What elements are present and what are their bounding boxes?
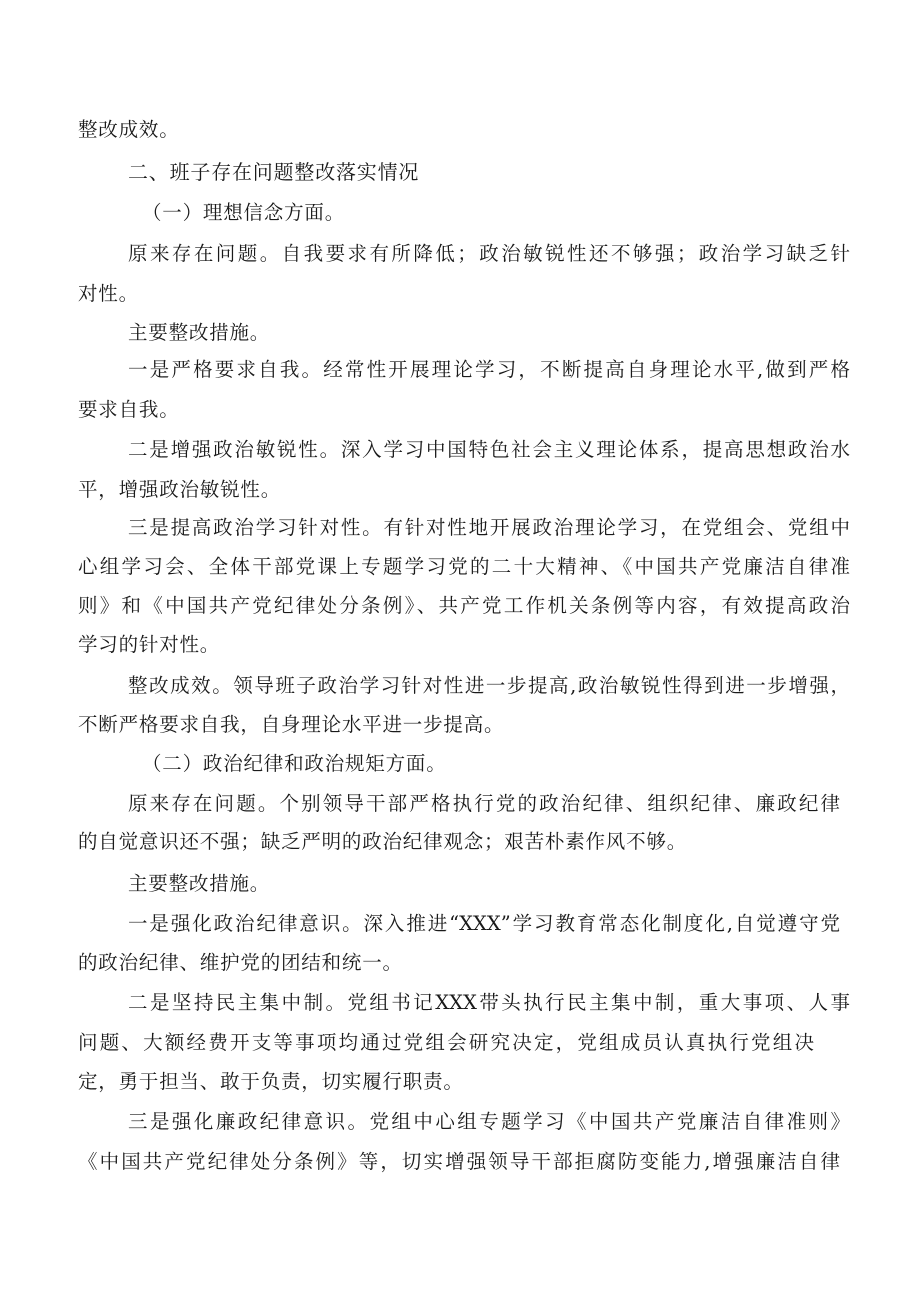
paragraph-line: 原来存在问题。个别领导干部严格执行党的政治纪律、组织纪律、廉政纪律 xyxy=(128,792,840,815)
paragraph-line: 学习的针对性。 xyxy=(78,633,221,656)
section-heading: 二、班子存在问题整改落实情况 xyxy=(128,160,420,184)
paragraph-line: 二是增强政治敏锐性。深入学习中国特色社会主义理论体系，提高思想政治水 xyxy=(128,438,850,461)
paragraph-line: 平，增强政治敏锐性。 xyxy=(78,478,282,501)
paragraph-line: 问题、大额经费开支等事项均通过党组会研究决定，党组成员认真执行党组决 xyxy=(78,1031,814,1054)
paragraph-line: 三是提高政治学习针对性。有针对性地开展政治理论学习，在党组会、党组中 xyxy=(128,516,850,539)
paragraph-line: 不断严格要求自我，自身理论水平进一步提高。 xyxy=(78,713,505,736)
paragraph-line: 整改成效。 xyxy=(78,118,180,141)
paragraph-line: 整改成效。领导班子政治学习针对性进一步提高,政治敏锐性得到进一步增强， xyxy=(128,674,850,697)
subsection-heading: （一）理想信念方面。 xyxy=(142,201,346,224)
paragraph-line: 原来存在问题。自我要求有所降低；政治敏锐性还不够强；政治学习缺乏针 xyxy=(128,242,850,265)
paragraph-line: 要求自我。 xyxy=(78,398,180,421)
paragraph-line: 则》和《中国共产党纪律处分条例》、共产党工作机关条例等内容，有效提高政治 xyxy=(78,594,850,617)
paragraph-line: 对性。 xyxy=(78,282,139,305)
paragraph-line: 一是强化政治纪律意识。深入推进“XXX”学习教育常态化制度化,自觉遵守党 xyxy=(128,912,840,935)
paragraph-line: 主要整改措施。 xyxy=(128,872,271,895)
subsection-heading: （二）政治纪律和政治规矩方面。 xyxy=(142,752,447,775)
paragraph-line: 二是坚持民主集中制。党组书记XXX带头执行民主集中制，重大事项、人事 xyxy=(128,991,850,1014)
paragraph-line: 《中国共产党纪律处分条例》等，切实增强领导干部拒腐防变能力,增强廉洁自律 xyxy=(78,1150,840,1173)
paragraph-line: 的政治纪律、维护党的团结和统一。 xyxy=(78,951,403,974)
paragraph-line: 定，勇于担当、敢于负责，切实履行职责。 xyxy=(78,1070,464,1093)
paragraph-line: 主要整改措施。 xyxy=(128,321,271,344)
paragraph-line: 心组学习会、全体干部党课上专题学习党的二十大精神、《中国共产党廉洁自律准 xyxy=(78,555,850,578)
paragraph-line: 三是强化廉政纪律意识。党组中心组专题学习《中国共产党廉洁自律准则》 xyxy=(128,1110,850,1133)
paragraph-line: 的自觉意识还不强；缺乏严明的政治纪律观念；艰苦朴素作风不够。 xyxy=(78,830,688,853)
paragraph-line: 一是严格要求自我。经常性开展理论学习，不断提高自身理论水平,做到严格 xyxy=(128,358,850,381)
